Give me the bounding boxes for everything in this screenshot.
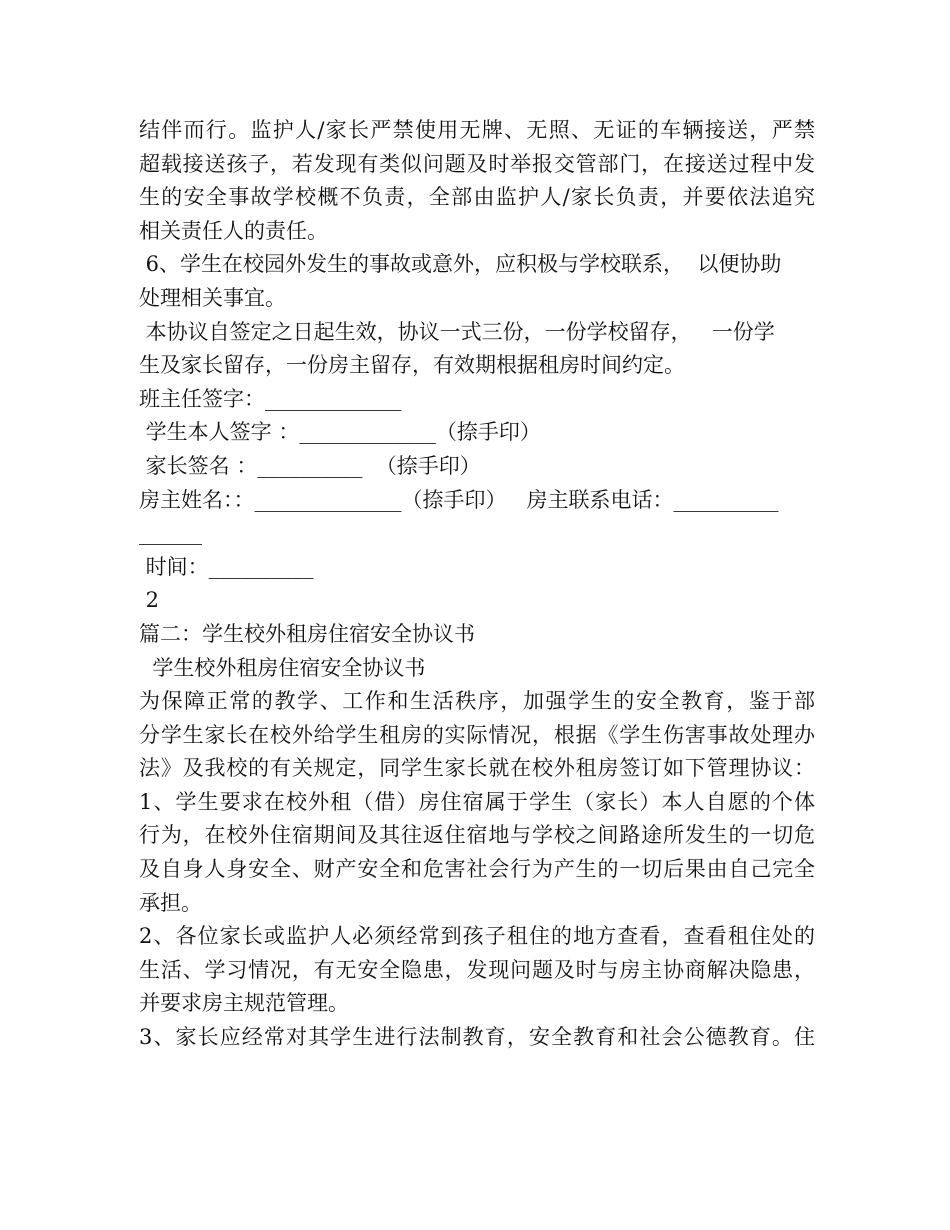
text-line: 6、学生在校园外发生的事故或意外，应积极与学校联系， 以便协助 — [139, 252, 782, 277]
text-line: 相关责任人的责任。 — [139, 218, 328, 243]
text-line: 分学生家长在校外给学生租房的实际情况，根据《学生伤害事故处理办 — [139, 722, 815, 747]
text-line: 行为，在校外住宿期间及其往返住宿地与学校之间路途所发生的一切危 — [139, 823, 815, 848]
text-line: 并要求房主规范管理。 — [139, 991, 349, 1016]
text-line: 本协议自签定之日起生效，协议一式三份，一份学校留存， 一份学 — [139, 319, 775, 344]
text-line: 承担。 — [139, 890, 202, 915]
text-line: 2、各位家长或监护人必须经常到孩子租住的地方查看，查看租住处的 — [139, 924, 815, 949]
text-line: 生活、学习情况，有无安全隐患，发现问题及时与房主协商解决隐患， — [139, 957, 815, 982]
text-line: 法》及我校的有关规定，同学生家长就在校外租房签订如下管理协议： — [139, 756, 815, 781]
signature-line-landlord-cont: ______ — [139, 521, 202, 546]
text-line: 处理相关事宜。 — [139, 285, 286, 310]
page-number: 2 — [139, 588, 160, 613]
document-title: 学生校外租房住宿安全协议书 — [139, 655, 426, 680]
signature-line-parent: 家长签名 ：__________ （捺手印） — [139, 453, 481, 478]
text-line: 1、学生要求在校外租（借）房住宿属于学生（家长）本人自愿的个体 — [139, 789, 815, 814]
signature-line-student: 学生本人签字 ：_____________（捺手印） — [139, 420, 541, 445]
text-line: 3、家长应经常对其学生进行法制教育，安全教育和社会公德教育。住 — [139, 1025, 815, 1050]
section-heading: 篇二：学生校外租房住宿安全协议书 — [139, 621, 475, 646]
signature-line-date: 时间：__________ — [139, 554, 314, 579]
signature-line-head-teacher: 班主任签字：_____________ — [139, 386, 402, 411]
text-line: 超载接送孩子，若发现有类似问题及时举报交管部门，在接送过程中发 — [139, 151, 815, 176]
document-body — [139, 114, 815, 1055]
text-line: 生及家长留存，一份房主留存，有效期根据租房时间约定。 — [139, 353, 685, 378]
text-line: 结伴而行。监护人/家长严禁使用无牌、无照、无证的车辆接送，严禁 — [139, 118, 815, 142]
text-line: 生的安全事故学校概不负责，全部由监护人/家长负责，并要依法追究 — [139, 185, 815, 210]
signature-line-landlord: 房主姓名：：______________（捺手印） 房主联系电话：__________ — [139, 487, 779, 512]
text-line: 及自身人身安全、财产安全和危害社会行为产生的一切后果由自己完全 — [139, 857, 815, 882]
text-line: 为保障正常的教学、工作和生活秩序，加强学生的安全教育，鉴于部 — [139, 689, 815, 714]
